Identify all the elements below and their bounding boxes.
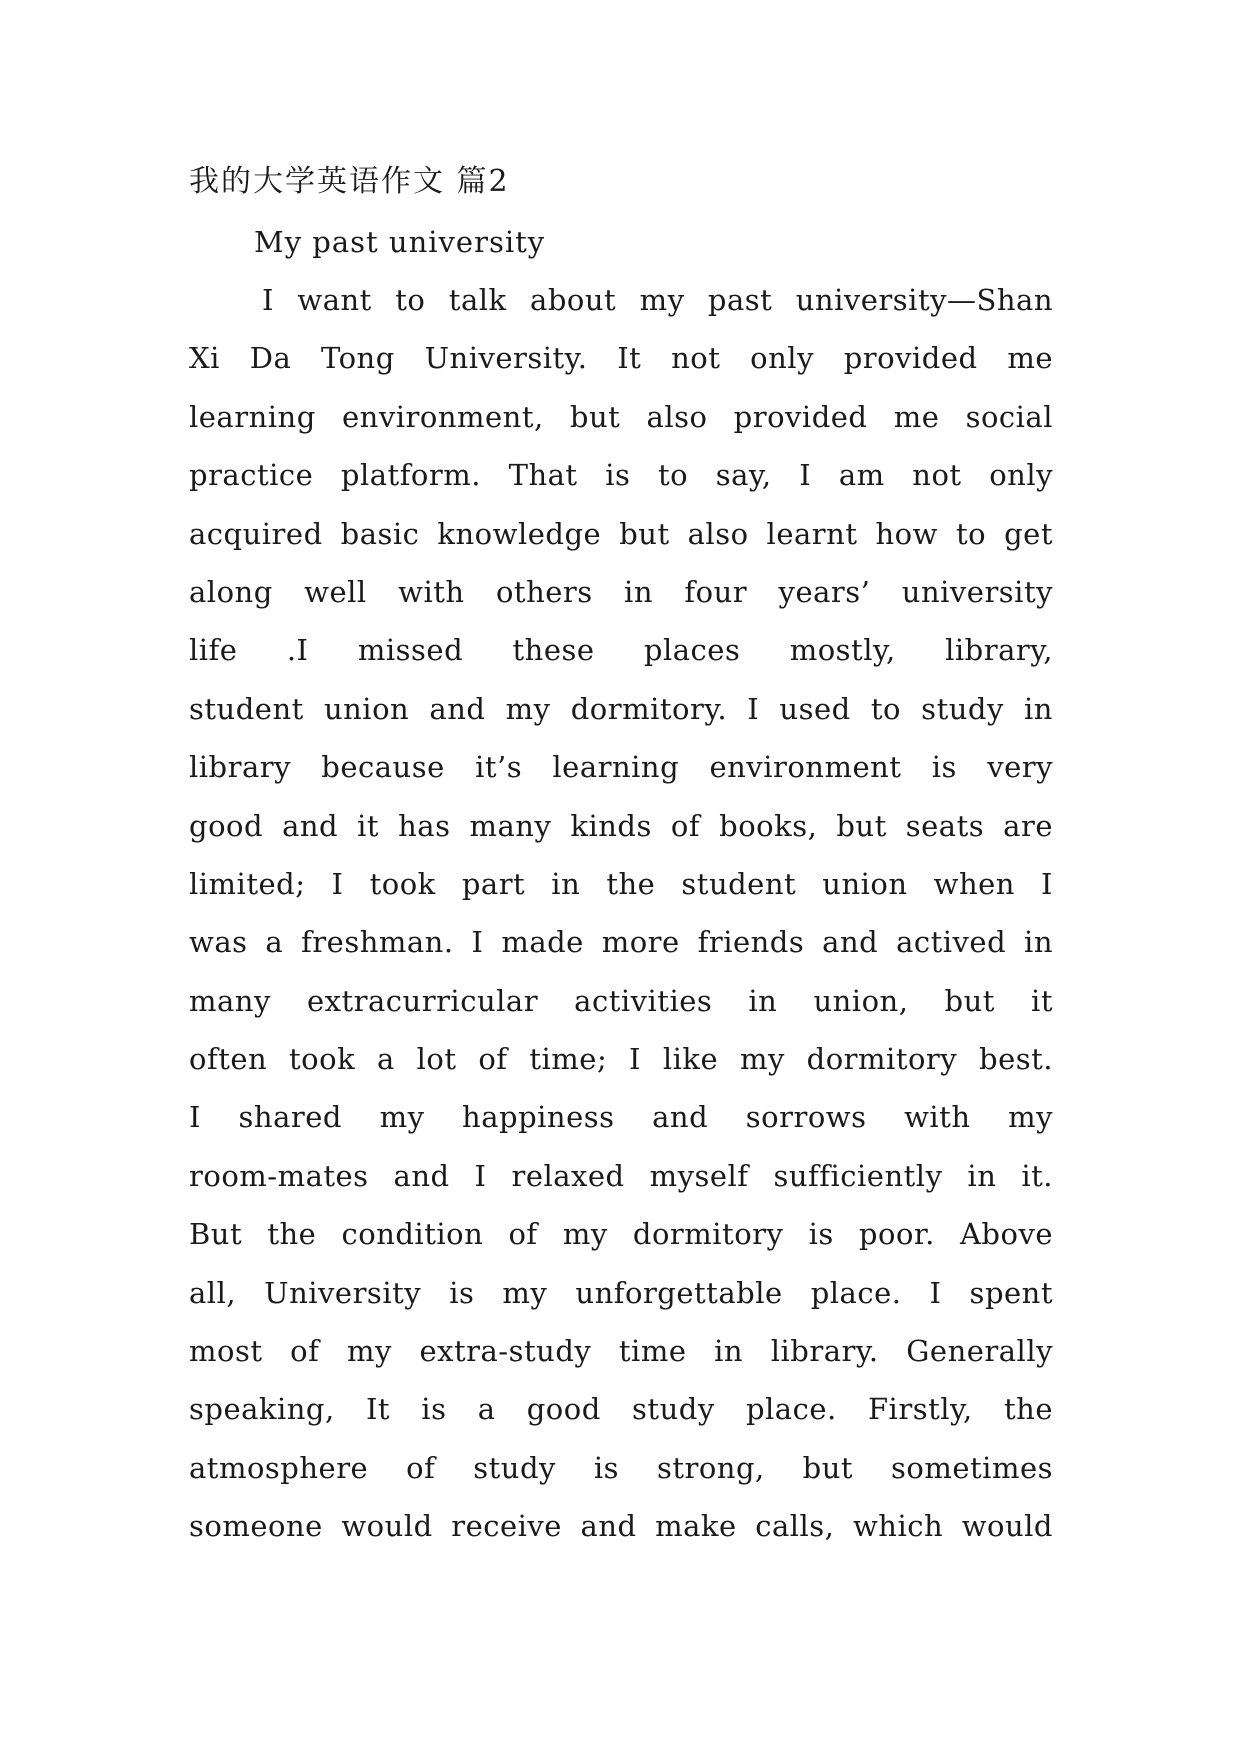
text-line: library because it’s learning environment is very: [189, 750, 1053, 785]
text-line: But the condition of my dormitory is poor. Above: [189, 1217, 1053, 1252]
essay-title: My past university: [254, 225, 546, 259]
text-line: most of my extra-study time in library. Generally: [189, 1334, 1053, 1369]
text-line: acquired basic knowledge but also learnt how to get: [189, 516, 1053, 551]
text-line: life .I missed these places mostly, library,: [189, 633, 1053, 668]
text-line: often took a lot of time; I like my dormitory best.: [189, 1042, 1053, 1077]
text-line: student union and my dormitory. I used to study in: [189, 691, 1053, 726]
text-line: someone would receive and make calls, which would: [189, 1509, 1053, 1544]
text-line: Xi Da Tong University. It not only provided me: [189, 341, 1053, 376]
text-line: learning environment, but also provided me social: [189, 399, 1053, 434]
text-line: many extracurricular activities in union, but it: [189, 983, 1053, 1018]
text-line: along well with others in four years’ university: [189, 574, 1053, 609]
text-line: atmosphere of study is strong, but sometimes: [189, 1450, 1053, 1485]
text-line: I want to talk about my past university—Shan: [262, 283, 1053, 317]
text-line: good and it has many kinds of books, but seats are: [189, 808, 1053, 843]
text-line: I shared my happiness and sorrows with my: [189, 1100, 1053, 1135]
text-line: room-mates and I relaxed myself sufficiently in it.: [189, 1158, 1053, 1193]
document-heading: 我的大学英语作文 篇2: [189, 164, 510, 199]
text-line: practice platform. That is to say, I am not only: [189, 458, 1053, 493]
text-line: limited; I took part in the student union when I: [189, 866, 1053, 901]
text-line: all, University is my unforgettable place. I spent: [189, 1275, 1053, 1310]
text-line: speaking, It is a good study place. Firstly, the: [189, 1392, 1053, 1427]
essay-body: [189, 280, 1053, 1565]
text-line: was a freshman. I made more friends and actived in: [189, 925, 1053, 960]
